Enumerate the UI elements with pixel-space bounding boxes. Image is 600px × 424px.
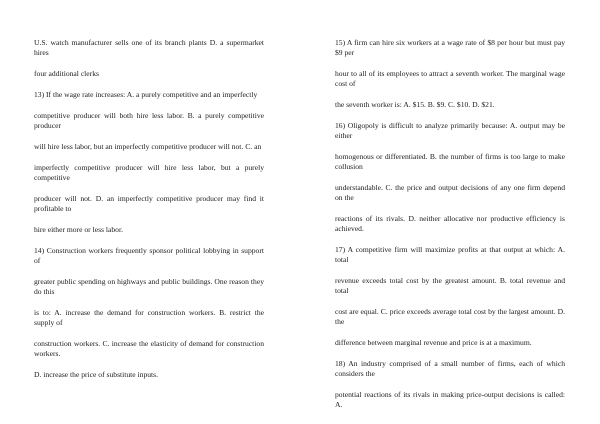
text-paragraph: 13) If the wage rate increases: A. a purely competitive and an imperfectly <box>34 90 258 99</box>
text-paragraph: difference between marginal revenue and price is at a maximum. <box>335 338 532 347</box>
text-paragraph: four additional clerks <box>34 69 99 78</box>
text-paragraph: 15) A firm can hire six workers at a wage rate of $8 per hour but must pay $9 per <box>335 38 565 57</box>
text-paragraph: 18) An industry comprised of a small number of firms, each of which considers the <box>335 359 565 378</box>
text-paragraph: competitive producer will both hire less labor. B. a purely competitive producer <box>34 111 264 130</box>
text-paragraph: cost are equal. C. price exceeds average total cost by the largest amount. D. the <box>335 307 565 326</box>
text-paragraph: producer will not. D. an imperfectly competitive producer may find it profitable to <box>34 194 264 213</box>
text-paragraph: 16) Oligopoly is difficult to analyze primarily because: A. output may be either <box>335 121 565 140</box>
text-paragraph: 14) Construction workers frequently sponsor political lobbying in support of <box>34 246 264 265</box>
text-paragraph: hire either more or less labor. <box>34 225 123 234</box>
text-paragraph: 17) A competitive firm will maximize profits at that output at which: A. total <box>335 245 565 264</box>
text-paragraph: will hire less labor, but an imperfectly competitive producer will not. C. an <box>34 142 262 151</box>
text-paragraph: potential reactions of its rivals in making price-output decisions is called: A. <box>335 390 565 409</box>
text-paragraph: homogenous or differentiated. B. the number of firms is too large to make collusion <box>335 152 565 171</box>
text-paragraph: understandable. C. the price and output decisions of any one firm depend on the <box>335 183 565 202</box>
right-text-column <box>335 38 565 421</box>
text-paragraph: construction workers. C. increase the elasticity of demand for construction workers. <box>34 339 264 358</box>
text-paragraph: reactions of its rivals. D. neither allocative nor productive efficiency is achieved. <box>335 214 565 233</box>
text-paragraph: greater public spending on highways and public buildings. One reason they do this <box>34 277 264 296</box>
text-paragraph: is to: A. increase the demand for construction workers. B. restrict the supply of <box>34 308 264 327</box>
text-paragraph: U.S. watch manufacturer sells one of its branch plants D. a supermarket hires <box>34 38 264 57</box>
left-text-column <box>34 38 264 391</box>
text-paragraph: imperfectly competitive producer will hire less labor, but a purely competitive <box>34 163 264 182</box>
text-paragraph: hour to all of its employees to attract a seventh worker. The marginal wage cost of <box>335 69 565 88</box>
text-paragraph: the seventh worker is: A. $15. B. $9. C. $10. D. $21. <box>335 100 495 109</box>
text-paragraph: D. increase the price of substitute inputs. <box>34 370 158 379</box>
text-paragraph: revenue exceeds total cost by the greatest amount. B. total revenue and total <box>335 276 565 295</box>
